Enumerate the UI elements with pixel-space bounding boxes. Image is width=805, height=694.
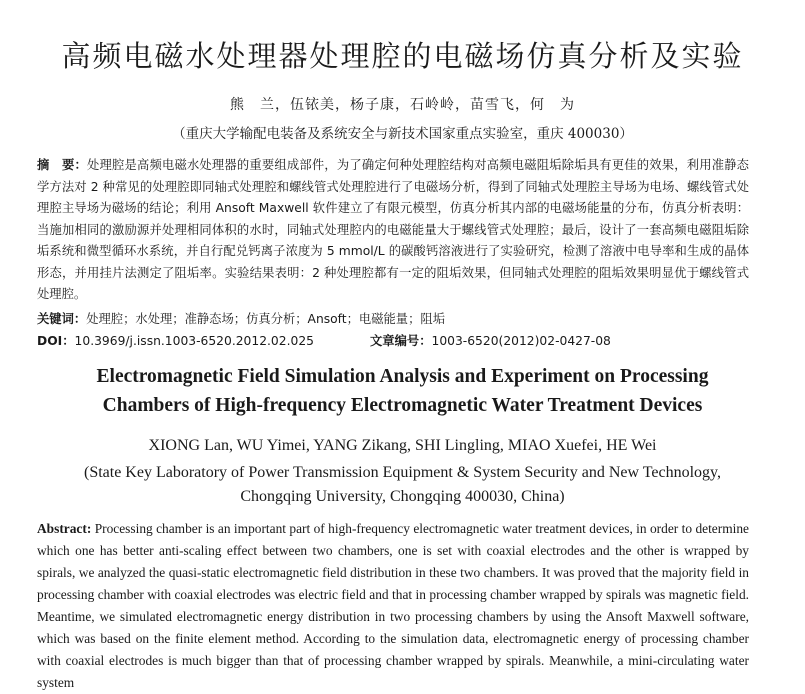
article-number-value: 1003-6520(2012)02-0427-08: [431, 334, 611, 348]
chinese-title: 高频电磁水处理器处理腔的电磁场仿真分析及实验: [61, 39, 744, 73]
doi-line: [37, 331, 749, 349]
english-abstract-label: Abstract:: [37, 521, 92, 536]
chinese-keywords-text: 处理腔；水处理；准静态场；仿真分析；Ansoft；电磁能量；阻垢: [86, 312, 445, 326]
doi-label: DOI：: [37, 334, 75, 348]
english-abstract: [37, 518, 749, 694]
article-number-label: 文章编号：: [370, 334, 432, 348]
english-affiliation: [0, 461, 805, 509]
english-title-line-2: Chambers of High-frequency Electromagnetic Water Treatment Devices: [102, 395, 703, 416]
english-authors: XIONG Lan, WU Yimei, YANG Zikang, SHI Lingling, MIAO Xuefei, HE Wei: [148, 437, 657, 454]
chinese-affiliation: （重庆大学输配电装备及系统安全与新技术国家重点实验室，重庆 400030）: [172, 126, 633, 142]
chinese-keywords: [37, 309, 445, 327]
english-affiliation-line-1: (State Key Laboratory of Power Transmission Equipment & System Security and New Technology,: [83, 464, 721, 481]
english-title: [0, 362, 805, 420]
chinese-abstract: [37, 155, 749, 306]
english-title-line-1: Electromagnetic Field Simulation Analysis and Experiment on Processing: [96, 366, 709, 387]
english-abstract-text: Processing chamber is an important part of high-frequency electromagnetic water treatment devices, in order to determine which one has better anti-scaling effect between two chambers, one is set with coaxial electrodes and the other is wrapped by spirals, we analyzed the quasi-static electromagnetic field distribution in these two chambers. It was proved that the majority field in processing chamber with coaxial electrodes was electric field and that in processing chamber wrapped by spirals was magnetic field. Meantime, we simulated electromagnetic energy distribution in two processing chambers by using the Ansoft Maxwell software, which was based on the finite element method. According to the simulation data, electromagnetic energy of processing chamber with coaxial electrodes is much bigger than that of processing chamber wrapped by spirals. Meanwhile, a mini-circulating water system: [37, 521, 749, 690]
english-affiliation-line-2: Chongqing University, Chongqing 400030, China): [240, 488, 565, 505]
chinese-abstract-label: 摘 要：: [37, 158, 87, 172]
doi-link[interactable]: 10.3969/j.issn.1003-6520.2012.02.025: [74, 334, 314, 348]
chinese-keywords-label: 关键词：: [37, 312, 87, 326]
chinese-authors: 熊 兰，伍铱美，杨子康，石岭岭，苗雪飞，何 为: [230, 97, 575, 113]
article-number: [370, 331, 611, 349]
chinese-abstract-text: 处理腔是高频电磁水处理器的重要组成部件，为了确定何种处理腔结构对高频电磁阻垢除垢具有更佳的效果，利用准静态学方法对 2 种常见的处理腔即同轴式处理腔和螺线管式处理腔进行了电磁场分析，得到了同轴式处理腔主导场为电场、螺线管式处理腔主导场为磁场的结论；利用 Ansoft Maxwell 软件建立了有限元模型，仿真分析其内部的电磁场能量的分布，仿真分析表明：当施加相同的激励源并处理相同体积的水时，同轴式处理腔内的电磁能量大于螺线管式处理腔；最后，设计了一套高频电磁阻垢除垢系统和微型循环水系统，并自行配兑钙离子浓度为 5 mmol/L 的碳酸钙溶液进行了实验研究，检测了溶液中电导率和生成的晶体形态，并用挂片法测定了阻垢率。实验结果表明：2 种处理腔都有一定的阻垢效果，但同轴式处理腔的阻垢效果明显优于螺线管式处理腔。: [37, 158, 749, 301]
